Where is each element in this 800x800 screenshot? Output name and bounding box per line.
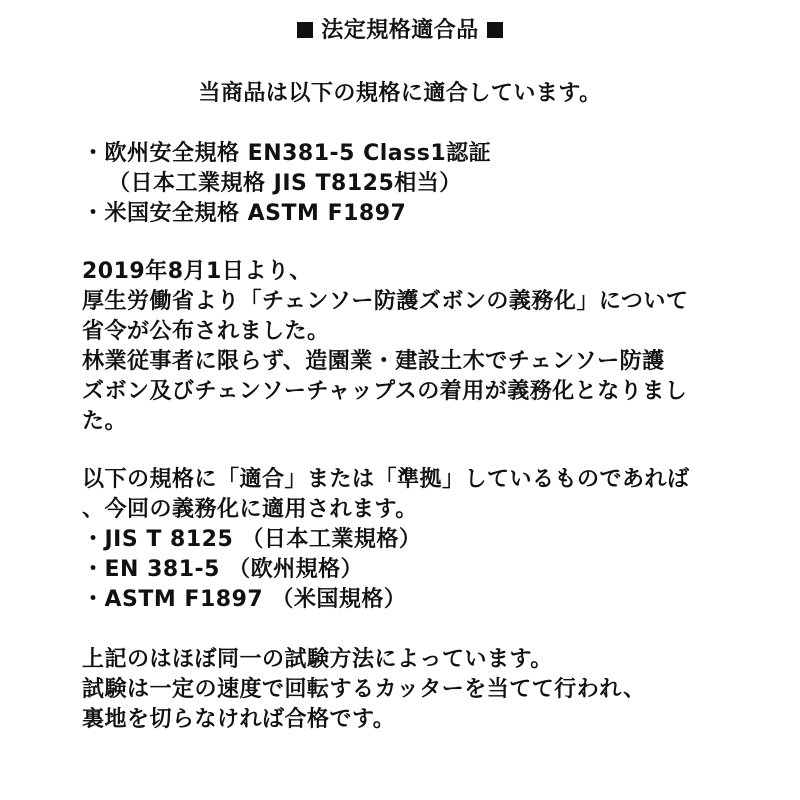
paragraph-line: 省令が公布されました。 (82, 319, 330, 344)
heading (0, 15, 800, 47)
standard-item: ・米国安全規格 ASTM F1897 (82, 201, 407, 226)
paragraph-line: 林業従事者に限らず、造園業・建設土木でチェンソー防護 (82, 349, 665, 374)
paragraph-line: 上記のはほぼ同一の試験方法によっています。 (82, 647, 553, 672)
intro-text: 当商品は以下の規格に適合しています。 (198, 81, 602, 106)
paragraph-line: 、今回の義務化に適用されます。 (82, 497, 418, 522)
standard-item: ・欧州安全規格 EN381-5 Class1認証 (82, 141, 492, 166)
paragraph-line: た。 (82, 409, 128, 434)
paragraph-line: 2019年8月1日より、 (82, 259, 312, 284)
heading-text: 法定規格適合品 (321, 18, 479, 43)
paragraph-line: 以下の規格に「適合」または「準拠」しているものであれば (82, 467, 690, 492)
standard-note: （日本工業規格 JIS T8125相当） (108, 171, 462, 196)
list-item: ・EN 381-5 （欧州規格） (82, 557, 364, 582)
black-square-icon (487, 22, 503, 38)
list-item: ・ASTM F1897 （米国規格） (82, 587, 407, 612)
paragraph-line: 裏地を切らなければ合格です。 (82, 707, 396, 732)
list-item: ・JIS T 8125 （日本工業規格） (82, 527, 422, 552)
black-square-icon (297, 22, 313, 38)
paragraph-line: ズボン及びチェンソーチャップスの着用が義務化となりまし (82, 379, 688, 404)
paragraph-line: 試験は一定の速度で回転するカッターを当てて行われ、 (82, 677, 646, 702)
paragraph-line: 厚生労働省より「チェンソー防護ズボンの義務化」について (82, 289, 689, 314)
